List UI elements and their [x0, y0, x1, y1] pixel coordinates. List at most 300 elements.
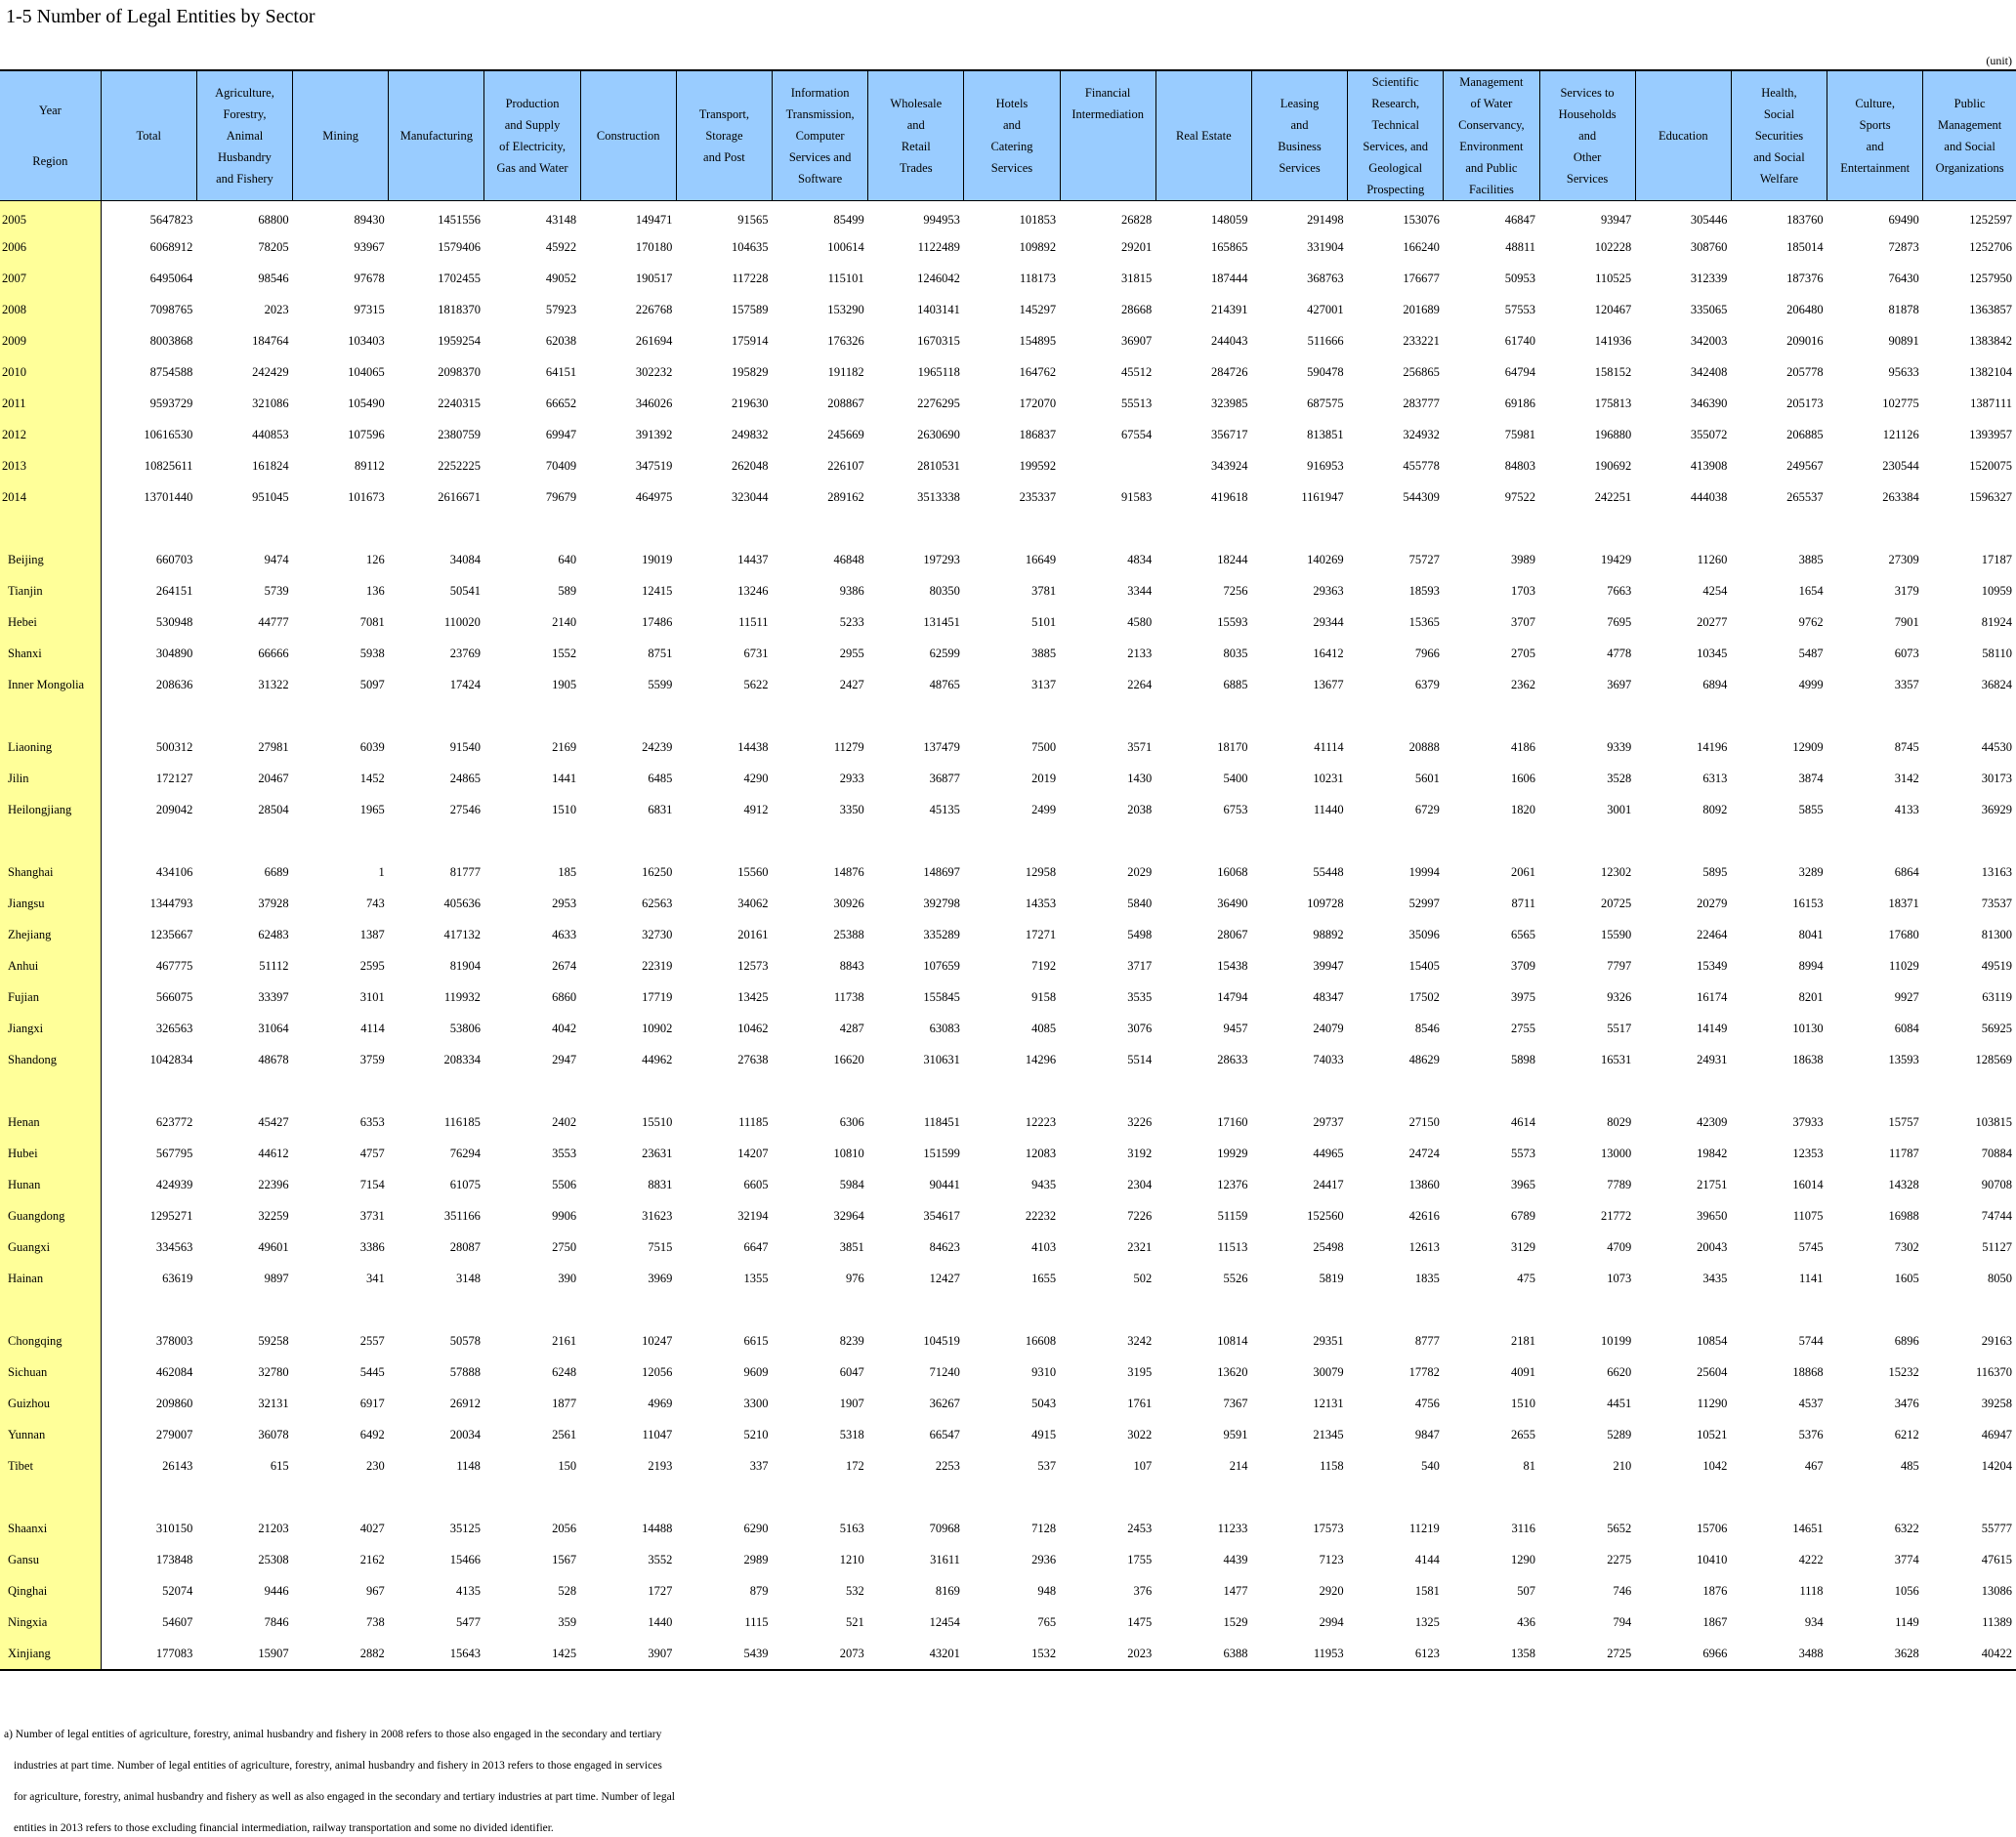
table-cell: 157589: [732, 303, 769, 316]
table-row: [0, 482, 2016, 514]
table-cell: 1581: [1414, 1584, 1440, 1598]
table-cell: 9591: [1223, 1428, 1248, 1441]
year-header: Year: [38, 104, 62, 117]
table-cell: 69947: [545, 428, 577, 441]
table-cell: 3571: [1127, 740, 1153, 754]
table-cell: 3357: [1894, 678, 1919, 691]
table-cell: 8201: [1798, 990, 1824, 1004]
table-cell: 50541: [449, 584, 481, 598]
table-cell: 2133: [1127, 647, 1153, 660]
table-cell: 31623: [642, 1209, 673, 1223]
table-cell: 117228: [732, 271, 769, 285]
table-cell: 61075: [449, 1178, 481, 1191]
table-cell: 530948: [155, 615, 193, 629]
spacer-cell: [868, 1295, 964, 1326]
table-cell: 53806: [449, 1022, 481, 1035]
table-cell: 17680: [1888, 928, 1919, 941]
table-cell: 17424: [449, 678, 481, 691]
spacer-cell: [868, 826, 964, 857]
table-cell: 289162: [827, 490, 864, 504]
table-cell: 6073: [1894, 647, 1919, 660]
footnote-line: industries at part time. Number of legal entities of agriculture, forestry, animal husbandry and fishery in 2013 refers to those engaged in services: [14, 1760, 662, 1772]
table-cell: 1877: [552, 1397, 577, 1410]
table-cell: 21203: [258, 1522, 289, 1535]
spacer-cell: [484, 1076, 580, 1107]
table-row: [0, 232, 2016, 264]
table-cell: 4439: [1223, 1553, 1248, 1566]
table-cell: 31611: [930, 1553, 960, 1566]
table-cell: 137479: [923, 740, 960, 754]
table-cell: 6620: [1607, 1365, 1632, 1379]
table-cell: 8711: [1511, 897, 1535, 910]
table-cell: 46848: [833, 553, 864, 566]
table-cell: 62483: [258, 928, 289, 941]
table-cell: 3101: [359, 990, 385, 1004]
table-cell: 3731: [359, 1209, 385, 1223]
spacer-cell: [964, 1076, 1060, 1107]
table-cell: 3709: [1511, 959, 1535, 973]
table-cell: 10247: [642, 1334, 673, 1348]
table-cell: 1655: [1031, 1272, 1057, 1285]
table-row: [0, 264, 2016, 295]
spacer-row: [0, 701, 2016, 732]
table-cell: 128569: [1975, 1053, 2012, 1066]
table-cell: 25308: [258, 1553, 289, 1566]
column-header-line: Production: [505, 97, 560, 110]
table-cell: 81: [1523, 1459, 1535, 1473]
table-cell: 334563: [155, 1240, 193, 1254]
table-cell: 187444: [1210, 271, 1248, 285]
table-cell: 615: [270, 1459, 289, 1473]
footnote-line: a) Number of legal entities of agriculture, forestry, animal husbandry and fishery in 2008 refers to those also engaged in the secondary and tertiary: [4, 1729, 662, 1740]
table-cell: 1118: [1799, 1584, 1824, 1598]
table-cell: 22232: [1025, 1209, 1057, 1223]
table-cell: 2499: [1031, 803, 1057, 816]
table-cell: 5855: [1798, 803, 1824, 816]
table-cell: 15706: [1697, 1522, 1728, 1535]
table-cell: 28668: [1121, 303, 1153, 316]
spacer-cell: [1635, 1295, 1731, 1326]
spacer-cell: [484, 701, 580, 732]
table-cell: 507: [1517, 1584, 1535, 1598]
table-cell: 537: [1037, 1459, 1057, 1473]
table-cell: 475: [1517, 1272, 1535, 1285]
table-cell: 210: [1613, 1459, 1632, 1473]
table-cell: 4091: [1511, 1365, 1535, 1379]
table-cell: 7789: [1607, 1178, 1632, 1191]
table-cell: 109728: [1307, 897, 1344, 910]
table-cell: 6212: [1894, 1428, 1919, 1441]
table-cell: 5289: [1607, 1428, 1632, 1441]
column-header-line: and Supply: [504, 118, 561, 132]
table-cell: 7695: [1607, 615, 1632, 629]
table-cell: 6831: [648, 803, 673, 816]
table-cell: 100614: [827, 240, 864, 254]
table-cell: 8092: [1702, 803, 1728, 816]
table-cell: 41114: [1314, 740, 1344, 754]
table-cell: 455778: [1403, 459, 1440, 473]
column-header: [1348, 70, 1444, 201]
table-cell: 3781: [1031, 584, 1057, 598]
table-cell: 8745: [1894, 740, 1919, 754]
table-cell: 347519: [635, 459, 673, 473]
table-cell: 7797: [1607, 959, 1632, 973]
table-cell: 1605: [1894, 1272, 1919, 1285]
row-label: Hebei: [0, 607, 101, 639]
table-cell: 4451: [1607, 1397, 1632, 1410]
table-cell: 1596327: [1969, 490, 2012, 504]
column-header: [1635, 70, 1731, 201]
table-cell: 302232: [635, 365, 673, 379]
table-cell: 13425: [737, 990, 769, 1004]
spacer-cell: [1251, 701, 1347, 732]
table-cell: 2750: [552, 1240, 577, 1254]
table-cell: 15232: [1888, 1365, 1919, 1379]
table-cell: 24931: [1697, 1053, 1728, 1066]
table-cell: 7966: [1414, 647, 1440, 660]
table-cell: 164762: [1019, 365, 1057, 379]
table-cell: 994953: [923, 213, 960, 228]
table-cell: 29201: [1121, 240, 1153, 254]
table-cell: 84803: [1504, 459, 1535, 473]
table-row: [0, 576, 2016, 607]
table-cell: 262048: [732, 459, 769, 473]
table-row: [0, 920, 2016, 951]
column-header-line: Sports: [1859, 118, 1891, 132]
table-cell: 464975: [635, 490, 673, 504]
table-cell: 310150: [155, 1522, 193, 1535]
table-cell: 183760: [1786, 213, 1824, 228]
table-cell: 107659: [923, 959, 960, 973]
column-header: [1060, 70, 1155, 201]
spacer-cell: [1635, 701, 1731, 732]
spacer-cell: [773, 514, 868, 545]
table-cell: 172: [845, 1459, 864, 1473]
spacer-cell: [773, 701, 868, 732]
table-row: [0, 1139, 2016, 1170]
spacer-cell: [1060, 1076, 1155, 1107]
table-cell: 3435: [1702, 1272, 1728, 1285]
table-cell: 46947: [1981, 1428, 2012, 1441]
table-cell: 10825611: [144, 459, 193, 473]
spacer-cell: [1444, 1295, 1539, 1326]
table-cell: 13620: [1217, 1365, 1248, 1379]
spacer-cell: [1444, 514, 1539, 545]
spacer-cell: [1444, 826, 1539, 857]
spacer-cell: [389, 1076, 484, 1107]
table-cell: 5898: [1511, 1053, 1535, 1066]
table-cell: 8754588: [149, 365, 193, 379]
row-label: 2010: [0, 357, 101, 389]
table-cell: 2019: [1031, 772, 1057, 785]
table-cell: 185014: [1786, 240, 1824, 254]
table-cell: 29737: [1313, 1115, 1344, 1129]
table-cell: 26912: [449, 1397, 481, 1410]
table-row: [0, 295, 2016, 326]
table-cell: 43201: [868, 1639, 964, 1670]
column-header-line: Health,: [1761, 86, 1797, 100]
column-header-line: and Post: [703, 150, 745, 164]
table-cell: 3179: [1894, 584, 1919, 598]
table-cell: 15365: [1408, 615, 1440, 629]
table-cell: 3885: [1031, 647, 1057, 660]
spacer-cell: [1348, 1482, 1444, 1514]
spacer-cell: [293, 1482, 389, 1514]
column-header-line: Gas and Water: [496, 161, 568, 175]
table-cell: 1257950: [1969, 271, 2012, 285]
table-cell: 11029: [1888, 959, 1919, 973]
spacer-cell: [389, 826, 484, 857]
column-header-line: Households: [1558, 107, 1617, 121]
spacer-cell: [1923, 514, 2016, 545]
table-cell: 5101: [1031, 615, 1057, 629]
column-header-line: Transmission,: [785, 107, 855, 121]
table-body: [0, 201, 2016, 1670]
table-cell: 283777: [1403, 397, 1440, 410]
table-cell: 21345: [1313, 1428, 1344, 1441]
table-cell: 16620: [833, 1053, 864, 1066]
table-cell: 34084: [449, 553, 481, 566]
row-label: 2007: [0, 264, 101, 295]
table-cell: 1235667: [149, 928, 193, 941]
column-header-line: Organizations: [1935, 161, 2004, 175]
table-cell: 1876: [1702, 1584, 1728, 1598]
table-cell: 28633: [1217, 1053, 1248, 1066]
table-cell: 16174: [1697, 990, 1728, 1004]
column-header-line: Other: [1573, 150, 1602, 164]
table-cell: 49601: [258, 1240, 289, 1254]
table-row: [0, 389, 2016, 420]
table-cell: 10199: [1600, 1334, 1632, 1348]
table-cell: 2023: [264, 303, 289, 316]
table-cell: 25604: [1697, 1365, 1728, 1379]
table-cell: 304890: [155, 647, 193, 660]
footnote-line: for agriculture, forestry, animal husbandry and fishery as well as also engaged in the secondary and tertiary industries at part time. Number of legal: [14, 1791, 675, 1803]
table-cell: 103815: [1975, 1115, 2012, 1129]
footnotes: [4, 1719, 675, 1837]
column-header-line: and: [1866, 140, 1884, 153]
table-cell: 3965: [1511, 1178, 1535, 1191]
table-cell: 3697: [1607, 678, 1632, 691]
table-row: [0, 1357, 2016, 1389]
table-cell: 17160: [1217, 1115, 1248, 1129]
table-cell: 3195: [1127, 1365, 1153, 1379]
spacer-cell: [293, 1295, 389, 1326]
table-cell: 12909: [1792, 740, 1824, 754]
table-cell: 170180: [635, 240, 673, 254]
spacer-cell: [580, 514, 676, 545]
table-cell: 5210: [743, 1428, 769, 1441]
table-cell: 16608: [1025, 1334, 1057, 1348]
table-cell: 1210: [839, 1553, 864, 1566]
table-cell: 5526: [1223, 1272, 1248, 1285]
table-cell: 3488: [1731, 1639, 1827, 1670]
table-cell: 6966: [1635, 1639, 1731, 1670]
spacer-cell: [580, 1076, 676, 1107]
table-cell: 738: [366, 1615, 385, 1629]
spacer-cell: [1827, 514, 1923, 545]
table-cell: 3142: [1894, 772, 1919, 785]
table-cell: 18371: [1888, 897, 1919, 910]
table-cell: 118451: [923, 1115, 960, 1129]
table-cell: 75727: [1408, 553, 1440, 566]
table-cell: 29363: [1313, 584, 1344, 598]
table-cell: 6647: [743, 1240, 769, 1254]
table-cell: 32131: [258, 1397, 289, 1410]
table-cell: 32259: [258, 1209, 289, 1223]
table-cell: 2253: [935, 1459, 960, 1473]
table-cell: 89430: [354, 213, 385, 228]
table-cell: 5745: [1798, 1240, 1824, 1254]
table-cell: 62563: [642, 897, 673, 910]
spacer-cell: [484, 514, 580, 545]
table-cell: 2162: [359, 1553, 385, 1566]
table-cell: 1907: [839, 1397, 864, 1410]
table-cell: 1451556: [438, 213, 481, 228]
table-cell: 118173: [1020, 271, 1057, 285]
column-header-line: Forestry,: [223, 107, 267, 121]
table-cell: 2056: [552, 1522, 577, 1535]
table-cell: 3076: [1127, 1022, 1153, 1035]
table-cell: 4144: [1414, 1553, 1440, 1566]
table-cell: [1060, 451, 1155, 482]
spacer-cell: [964, 1295, 1060, 1326]
table-cell: 206480: [1786, 303, 1824, 316]
row-label: Henan: [0, 1107, 101, 1139]
table-cell: 335289: [923, 928, 960, 941]
table-cell: 153076: [1403, 213, 1440, 228]
table-cell: 1529: [1223, 1615, 1248, 1629]
table-cell: 392798: [923, 897, 960, 910]
table-cell: 24079: [1313, 1022, 1344, 1035]
table-cell: 45135: [929, 803, 960, 816]
table-cell: 7302: [1894, 1240, 1919, 1254]
table-cell: 31322: [258, 678, 289, 691]
table-cell: 42616: [1408, 1209, 1440, 1223]
table-cell: 284726: [1210, 365, 1248, 379]
table-cell: 1403141: [917, 303, 960, 316]
table-cell: 9847: [1414, 1428, 1440, 1441]
column-header-line: Transport,: [698, 107, 750, 121]
table-cell: 1441: [552, 772, 577, 785]
table-cell: 20034: [449, 1428, 481, 1441]
table-cell: 590478: [1307, 365, 1344, 379]
table-cell: 90441: [929, 1178, 960, 1191]
table-cell: 12415: [642, 584, 673, 598]
spacer-cell: [1060, 1482, 1155, 1514]
table-row: [0, 1607, 2016, 1639]
table-cell: 1: [378, 865, 385, 879]
row-label: Beijing: [0, 545, 101, 576]
table-cell: 104065: [348, 365, 385, 379]
table-cell: 16531: [1600, 1053, 1632, 1066]
table-cell: 2276295: [917, 397, 960, 410]
table-cell: 14876: [833, 865, 864, 879]
table-cell: 948: [1037, 1584, 1057, 1598]
table-cell: 532: [845, 1584, 864, 1598]
spacer-cell: [0, 1482, 101, 1514]
table-cell: 16988: [1888, 1209, 1919, 1223]
row-label: Jiangxi: [0, 1014, 101, 1045]
table-cell: 1755: [1127, 1553, 1153, 1566]
table-cell: 32194: [737, 1209, 769, 1223]
table-cell: 1606: [1511, 772, 1535, 785]
table-cell: 166240: [1403, 240, 1440, 254]
spacer-row: [0, 1295, 2016, 1326]
column-header: [293, 70, 389, 201]
table-cell: 1122489: [917, 240, 960, 254]
table-cell: 4042: [552, 1022, 577, 1035]
table-cell: 1670315: [917, 334, 960, 348]
table-cell: 9593729: [149, 397, 193, 410]
table-cell: 5233: [839, 615, 864, 629]
column-header: [868, 70, 964, 201]
table-cell: 8050: [1988, 1272, 2012, 1285]
table-cell: 1820: [1511, 803, 1535, 816]
table-cell: 27981: [258, 740, 289, 754]
table-cell: 1867: [1702, 1615, 1728, 1629]
table-cell: 10854: [1697, 1334, 1728, 1348]
table-cell: 85499: [833, 213, 864, 228]
table-cell: 1344793: [149, 897, 193, 910]
table-cell: 8041: [1798, 928, 1824, 941]
table-cell: 8546: [1414, 1022, 1440, 1035]
table-cell: 24417: [1313, 1178, 1344, 1191]
table-cell: 1579406: [438, 240, 481, 254]
table-cell: 11047: [642, 1428, 673, 1441]
spacer-cell: [0, 701, 101, 732]
table-cell: 544309: [1403, 490, 1440, 504]
table-cell: 14353: [1025, 897, 1057, 910]
table-cell: 36490: [1217, 897, 1248, 910]
column-header-line: Retail: [901, 140, 931, 153]
table-cell: 6290: [743, 1522, 769, 1535]
spacer-cell: [0, 826, 101, 857]
table-cell: 79679: [545, 490, 577, 504]
table-cell: 46847: [1504, 213, 1535, 228]
table-cell: 6388: [1155, 1639, 1251, 1670]
table-cell: 121126: [1882, 428, 1919, 441]
table-cell: 209860: [155, 1397, 193, 1410]
table-cell: 6248: [552, 1365, 577, 1379]
table-cell: 32964: [833, 1209, 864, 1223]
table-cell: 219630: [732, 397, 769, 410]
table-cell: 93947: [1600, 213, 1632, 228]
table-cell: 5318: [839, 1428, 864, 1441]
table-cell: 7663: [1607, 584, 1632, 598]
table-cell: 13701440: [144, 490, 193, 504]
column-header-line: Geological: [1368, 161, 1423, 175]
table-row: [0, 670, 2016, 701]
table-cell: 640: [558, 553, 577, 566]
spacer-cell: [1923, 1295, 2016, 1326]
table-cell: 14149: [1697, 1022, 1728, 1035]
table-cell: 52997: [1408, 897, 1440, 910]
table-cell: 3552: [648, 1553, 673, 1566]
table-cell: 10130: [1792, 1022, 1824, 1035]
table-cell: 3528: [1607, 772, 1632, 785]
row-label: Inner Mongolia: [0, 670, 101, 701]
table-cell: 45922: [545, 240, 577, 254]
table-cell: 1141: [1799, 1272, 1824, 1285]
spacer-cell: [1539, 1482, 1635, 1514]
table-row: [0, 1545, 2016, 1576]
table-cell: 12573: [737, 959, 769, 973]
table-cell: 176326: [827, 334, 864, 348]
spacer-cell: [1731, 1482, 1827, 1514]
table-cell: 502: [1133, 1272, 1153, 1285]
table-cell: 6917: [359, 1397, 385, 1410]
